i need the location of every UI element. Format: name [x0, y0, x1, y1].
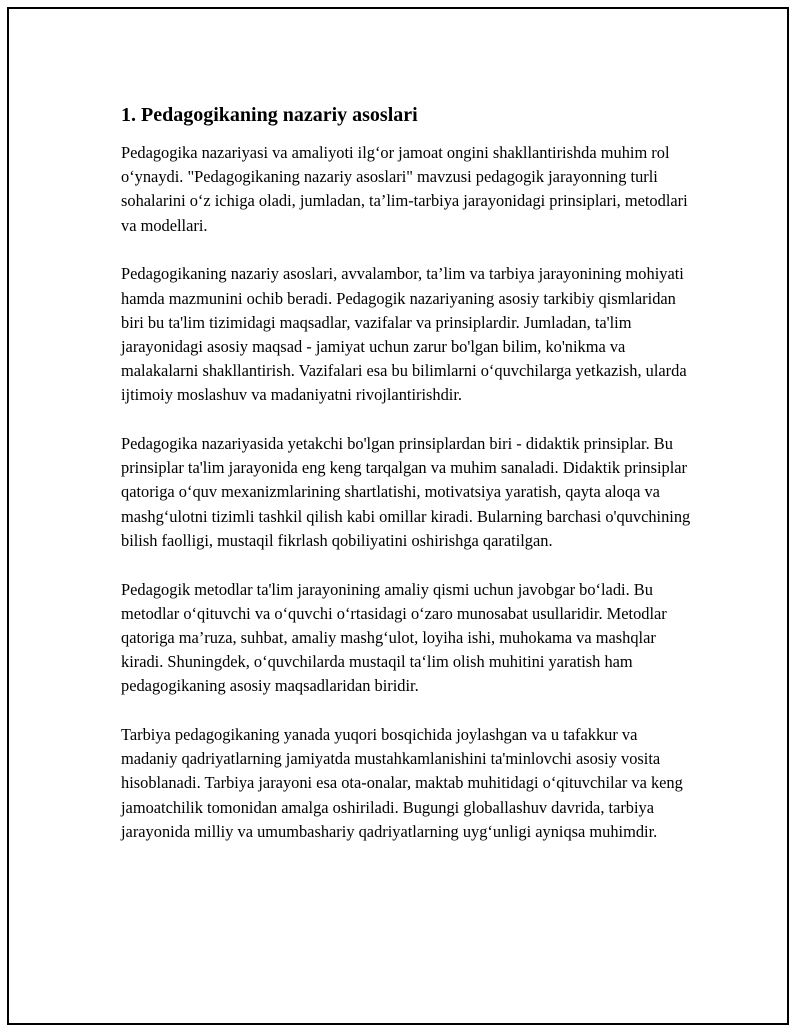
page-frame: [7, 7, 789, 1025]
section-heading: 1. Pedagogikaning nazariy asoslari: [121, 104, 418, 126]
paragraph-4: Pedagogik metodlar ta'lim jarayonining amaliy qismi uchun javobgar bo‘ladi. Bu metodlar o‘qituvchi va o‘quvchi o‘rtasidagi o‘zaro munosabat usullaridir. Metodlar qatoriga ma’ruza, suhbat, amaliy mashg‘ulot, loyiha ishi, muhokama va mashqlar kiradi. Shuningdek, o‘quvchilarda mustaqil ta‘lim olish muhitini yaratish ham pedagogikaning asosiy maqsadlaridan biridir.: [121, 579, 667, 696]
paragraph-3: Pedagogika nazariyasida yetakchi bo'lgan prinsiplardan biri - didaktik prinsiplar. Bu prinsiplar ta'lim jarayonida eng keng tarqalgan va muhim sanaladi. Didaktik prinsiplar qatoriga o‘quv mexanizmlarining shartlatishi, motivatsiya yaratish, qayta aloqa va mashg‘ulotni tizimli tashkil qilish kabi omillar kiradi. Bularning barchasi o'quvchining bilish faolligi, mustaqil fikrlash qobiliyatini oshirishga qaratilgan.: [121, 434, 691, 550]
paragraph-1: Pedagogika nazariyasi va amaliyoti ilg‘or jamoat ongini shakllantirishda muhim rol o‘ynaydi. "Pedagogikaning nazariy asoslari" mavzusi pedagogik jarayonning turli sohalarini o‘z ichiga oladi, jumladan, ta’lim-tarbiya jarayonidagi prinsiplari, metodlari va modellari.: [121, 143, 688, 235]
paragraph-2: Pedagogikaning nazariy asoslari, avvalambor, ta’lim va tarbiya jarayonining mohiyati hamda mazmunini ochib beradi. Pedagogik nazariyaning asosiy tarkibiy qismlaridan biri bu ta'lim tizimidagi maqsadlar, vazifalar va prinsiplardir. Jumladan, ta'lim jarayonidagi asosiy maqsad - jamiyat uchun zarur bo'lgan bilim, ko'nikma va malakalarni shakllantirish. Vazifalari esa bu bilimlarni o‘quvchilarga yetkazish, ularda ijtimoiy moslashuv va madaniyatni rivojlantirishdir.: [121, 264, 687, 405]
document-body: [121, 101, 697, 869]
paragraph-5: Tarbiya pedagogikaning yanada yuqori bosqichida joylashgan va u tafakkur va madaniy qadriyatlarning jamiyatda mustahkamlanishini ta'minlovchi asosiy vosita hisoblanadi. Tarbiya jarayoni esa ota-onalar, maktab muhitidagi o‘qituvchilar va keng jamoatchilik tomonidan amalga oshiriladi. Bugungi globallashuv davrida, tarbiya jarayonida milliy va umumbashariy qadriyatlarning uyg‘unligi ayniqsa muhimdir.: [121, 725, 683, 841]
